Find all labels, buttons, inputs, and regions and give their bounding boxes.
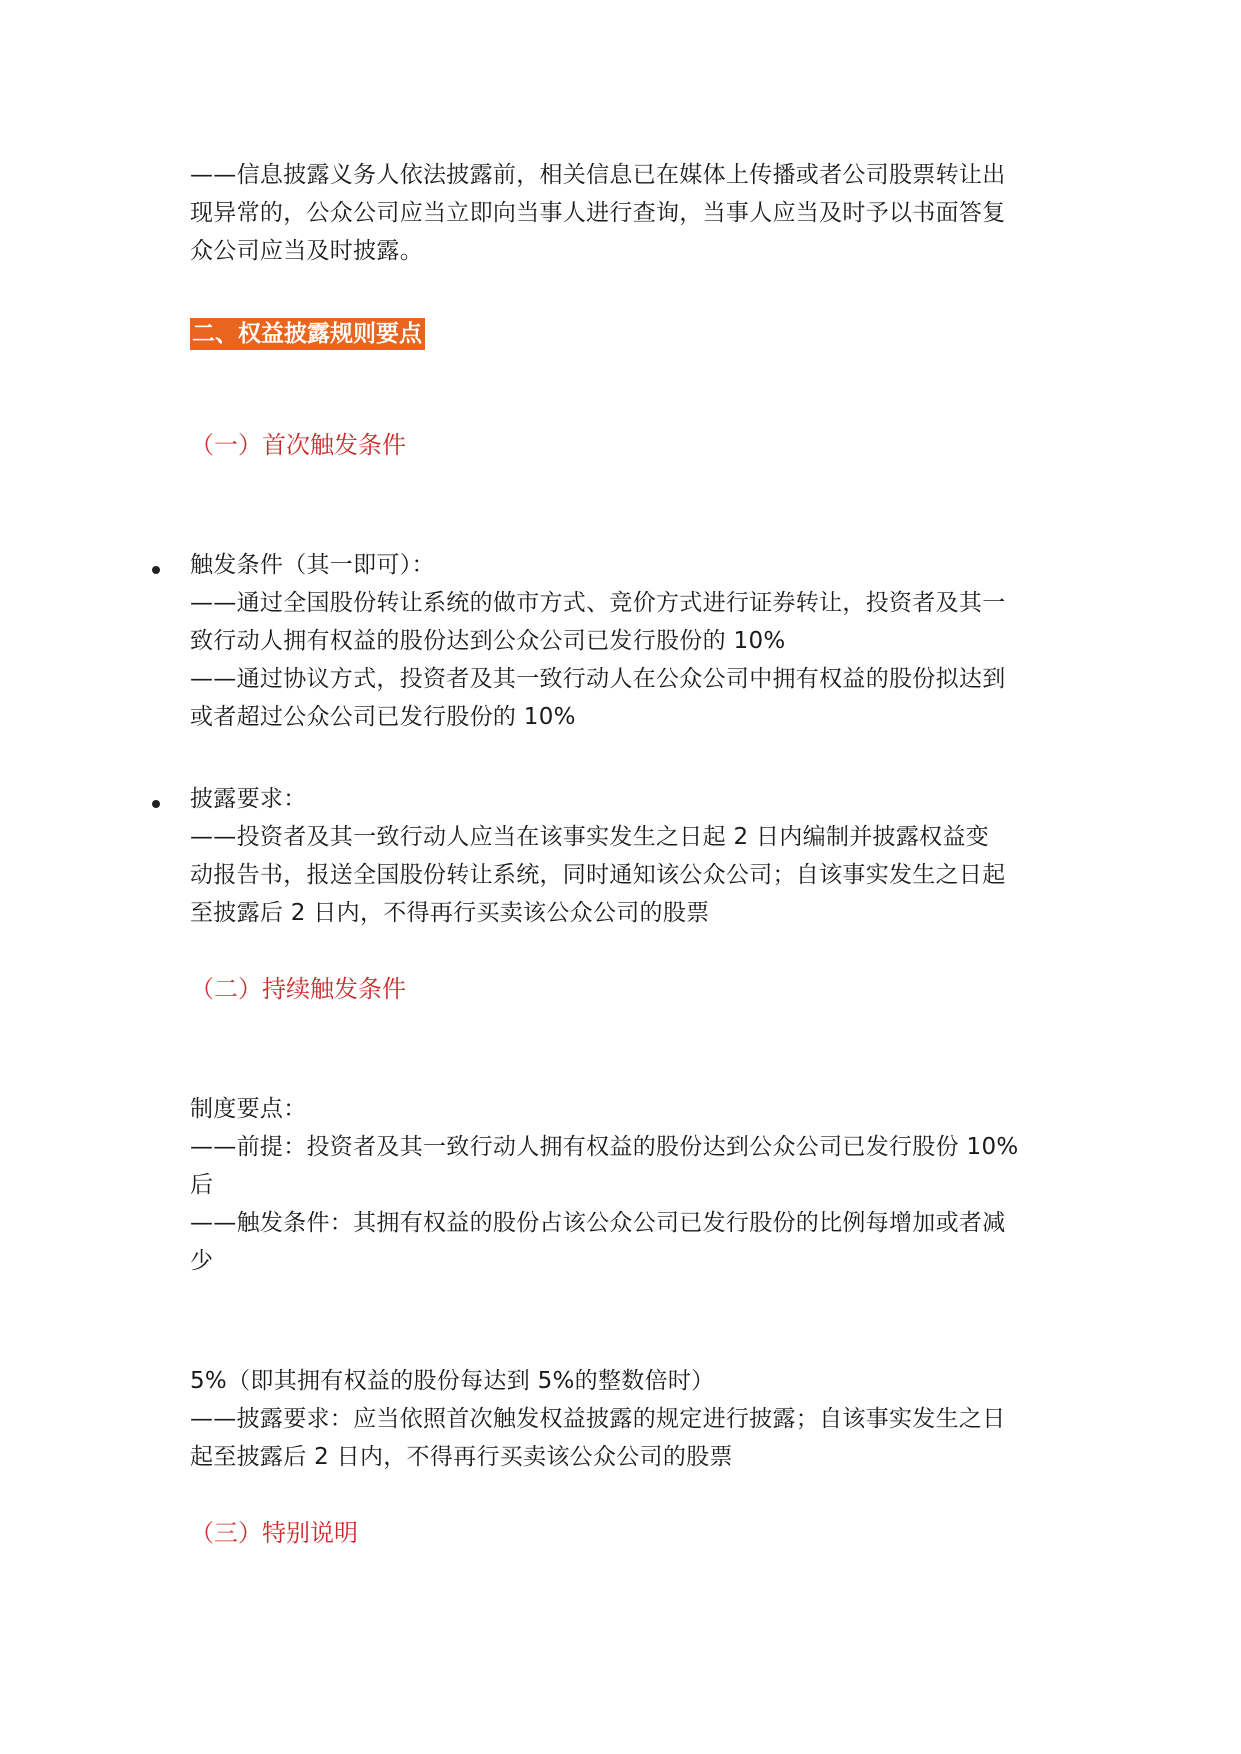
block1-line-1: 制度要点： <box>190 1096 307 1122</box>
subsection-2-title: （二）持续触发条件 <box>190 975 406 1003</box>
bullet1-line-5: 或者超过公众公司已发行股份的 10% <box>190 704 576 730</box>
bullet2-line-1: 披露要求： <box>190 786 307 812</box>
bullet2-line-3: 动报告书，报送全国股份转让系统，同时通知该公众公司；自该事实发生之日起 <box>190 862 1006 888</box>
bullet1-line-1: 触发条件（其一即可）： <box>190 552 435 578</box>
bullet1-line-3: 致行动人拥有权益的股份达到公众公司已发行股份的 10% <box>190 628 786 654</box>
bullet2-line-4: 至披露后 2 日内，不得再行买卖该公众公司的股票 <box>190 900 710 926</box>
bullet1-line-4: ——通过协议方式，投资者及其一致行动人在公众公司中拥有权益的股份拟达到 <box>190 666 1006 692</box>
subsection-3-title: （三）特别说明 <box>190 1519 358 1547</box>
block1-line-2: ——前提：投资者及其一致行动人拥有权益的股份达到公众公司已发行股份 10% <box>190 1134 1019 1160</box>
bullet-dot-2 <box>152 800 160 808</box>
block2-line-3: 起至披露后 2 日内，不得再行买卖该公众公司的股票 <box>190 1444 733 1470</box>
block2-line-1: 5%（即其拥有权益的股份每达到 5%的整数倍时） <box>190 1368 715 1394</box>
intro-line-2: 现异常的，公众公司应当立即向当事人进行查询，当事人应当及时予以书面答复 <box>190 200 1006 226</box>
bullet-dot-1 <box>152 566 160 574</box>
intro-line-3: 众公司应当及时披露。 <box>190 238 423 264</box>
subsection-1-title: （一）首次触发条件 <box>190 431 406 459</box>
section-heading: 二、权益披露规则要点 <box>190 318 425 350</box>
block1-line-4: ——触发条件：其拥有权益的股份占该公众公司已发行股份的比例每增加或者减 <box>190 1210 1006 1236</box>
intro-line-1: ——信息披露义务人依法披露前，相关信息已在媒体上传播或者公司股票转让出 <box>190 162 1006 188</box>
block2-line-2: ——披露要求：应当依照首次触发权益披露的规定进行披露；自该事实发生之日 <box>190 1406 1006 1432</box>
block1-line-5: 少 <box>190 1248 214 1274</box>
bullet2-line-2: ——投资者及其一致行动人应当在该事实发生之日起 2 日内编制并披露权益变 <box>190 824 990 850</box>
block1-line-3: 后 <box>190 1172 214 1198</box>
bullet1-line-2: ——通过全国股份转让系统的做市方式、竞价方式进行证券转让，投资者及其一 <box>190 590 1006 616</box>
